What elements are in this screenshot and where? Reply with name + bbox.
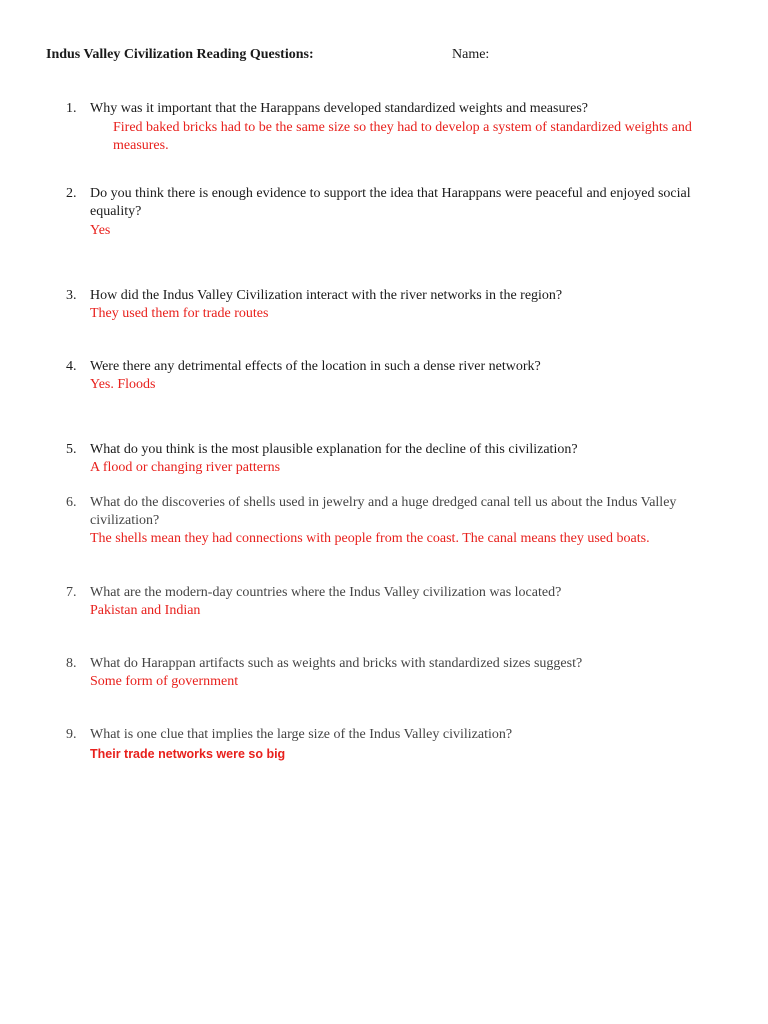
- question-text: How did the Indus Valley Civilization interact with the river networks in the region?: [90, 288, 563, 303]
- answer-text: Yes: [90, 223, 111, 238]
- answer-text: A flood or changing river patterns: [90, 460, 281, 475]
- worksheet-title: Indus Valley Civilization Reading Questions:: [46, 47, 314, 62]
- question-number: 1.: [66, 101, 77, 116]
- answer-text: Pakistan and Indian: [90, 603, 201, 618]
- question-text: Why was it important that the Harappans developed standardized weights and measures?: [90, 101, 589, 116]
- question-text: What do the discoveries of shells used in jewelry and a huge dredged canal tell us about the Indus Valley civilization?: [90, 495, 677, 528]
- name-label: Name:: [452, 47, 490, 62]
- answer-text: They used them for trade routes: [90, 306, 269, 321]
- question-number: 5.: [66, 442, 77, 457]
- answer-text: Their trade networks were so big: [90, 747, 286, 761]
- question-number: 7.: [66, 585, 77, 600]
- question-text: What do you think is the most plausible explanation for the decline of this civilization?: [90, 442, 578, 457]
- question-text: What is one clue that implies the large size of the Indus Valley civilization?: [90, 727, 513, 742]
- answer-text: The shells mean they had connections with people from the coast. The canal means they used boats.: [90, 531, 650, 546]
- question-number: 2.: [66, 186, 77, 201]
- question-text: Were there any detrimental effects of the location in such a dense river network?: [90, 359, 541, 374]
- question-text: What are the modern-day countries where the Indus Valley civilization was located?: [90, 585, 562, 600]
- question-number: 9.: [66, 727, 77, 742]
- question-number: 3.: [66, 288, 77, 303]
- answer-text: Yes. Floods: [90, 377, 156, 392]
- question-number: 8.: [66, 656, 77, 671]
- question-number: 6.: [66, 495, 77, 510]
- question-number: 4.: [66, 359, 77, 374]
- question-text: Do you think there is enough evidence to support the idea that Harappans were peaceful and enjoyed social equality?: [90, 186, 691, 219]
- question-text: What do Harappan artifacts such as weights and bricks with standardized sizes suggest?: [90, 656, 583, 671]
- answer-text: Fired baked bricks had to be the same size so they had to develop a system of standardized weights and measures.: [113, 120, 692, 153]
- answer-text: Some form of government: [90, 674, 239, 689]
